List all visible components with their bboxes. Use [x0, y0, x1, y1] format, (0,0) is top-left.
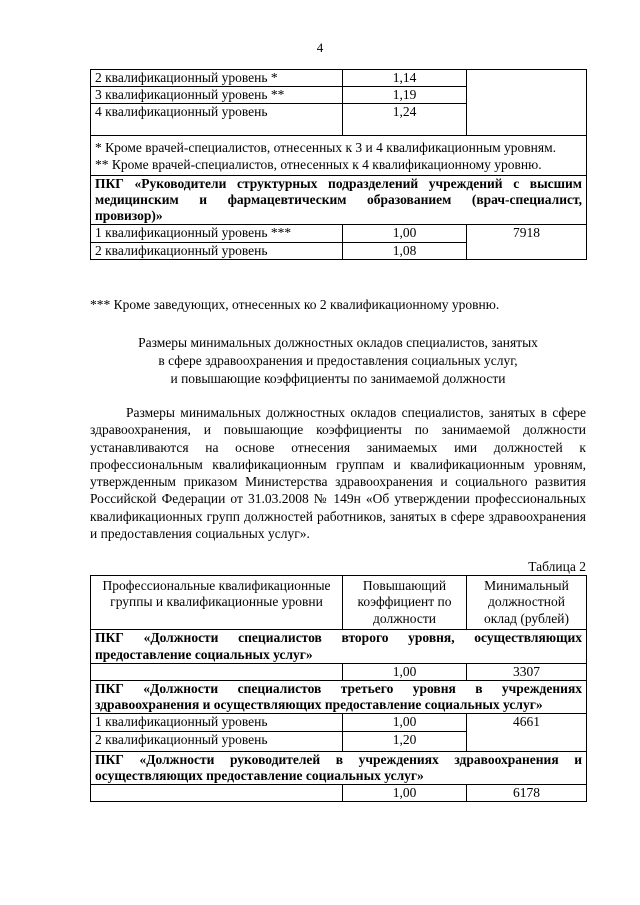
page-number: 4 [316, 40, 324, 55]
level-label [91, 663, 343, 680]
level-label: 1 квалификационный уровень *** [91, 225, 343, 242]
coef-cell: 1,19 [343, 87, 467, 104]
heading-line: в сфере здравоохранения и предоставления социальных услуг, [158, 352, 518, 368]
level-label: 2 квалификационный уровень [91, 731, 343, 751]
heading-line: Размеры минимальных должностных окладов специалистов, занятых [138, 335, 538, 350]
coef-cell: 1,14 [343, 70, 467, 87]
table-2-label: Таблица 2 [528, 559, 586, 574]
level-label: 3 квалификационный уровень ** [91, 87, 343, 104]
table-2 [90, 575, 587, 802]
level-label: 4 квалификационный уровень [91, 104, 343, 136]
footnote-triple: *** Кроме заведующих, отнесенных ко 2 квалификационному уровню. [90, 297, 500, 312]
group-title: ПКГ «Должности специалистов второго уровня, осуществляющих предоставление социальных услуг» [91, 630, 587, 663]
salary-cell: 4661 [467, 714, 587, 751]
table-row [91, 784, 587, 801]
header-row [91, 576, 587, 630]
salary-cell: 7918 [467, 225, 587, 259]
table-row [91, 225, 587, 242]
group-title: ПКГ «Должности руководителей в учреждениях здравоохранения и осуществляющих предоставление социальных услуг» [91, 751, 587, 784]
coef-cell: 1,00 [343, 784, 467, 801]
table-row [91, 714, 587, 731]
header-coef: Повышающий коэффициент по должности [343, 576, 467, 630]
footnote-double: ** Кроме врачей-специалистов, отнесенных к 4 квалификационному уровню. [95, 156, 542, 172]
group-title: ПКГ «Должности специалистов третьего уровня в учреждениях здравоохранения и осуществляющих предоставление социальных услуг» [91, 680, 587, 713]
table-1-continuation [90, 69, 587, 260]
level-label [91, 784, 343, 801]
body-paragraph: Размеры минимальных должностных окладов специалистов, занятых в сфере здравоохранения, и повышающие коэффициенты по занимаемой должности устанавливаются на основе отнесения занимаемых ими должностей к профессиональным квалификационным группам и квалификационным уровням, утвержденным приказом Министерства здравоохранения и социального развития Российской Федерации от 31.03.2008 № 149н «Об утверждении профессиональных квалификационных групп должностей работников, занятых в сфере здравоохранения и предоставления социальных услуг». [90, 405, 586, 541]
group-title-row [91, 630, 587, 663]
section-heading [90, 334, 586, 387]
coef-cell: 1,08 [343, 242, 467, 259]
footnote-single: * Кроме врачей-специалистов, отнесенных к 3 и 4 квалификационным уровням. [95, 140, 557, 156]
group-title: ПКГ «Руководители структурных подразделений учреждений с высшим медицинским и фармацевтическим образованием (врач-специалист, провизор)» [91, 175, 587, 225]
coef-cell: 1,24 [343, 104, 467, 136]
header-groups: Профессиональные квалификационные группы и квалификационные уровни [91, 576, 343, 630]
group-title-row [91, 751, 587, 784]
group-title-row [91, 175, 587, 225]
level-label: 2 квалификационный уровень [91, 242, 343, 259]
coef-cell: 1,00 [343, 663, 467, 680]
table-row [91, 70, 587, 87]
table-row [91, 663, 587, 680]
salary-cell-empty [467, 70, 587, 136]
coef-cell: 1,00 [343, 225, 467, 242]
footnote-row [91, 136, 587, 175]
salary-cell: 6178 [467, 784, 587, 801]
heading-line: и повышающие коэффициенты по занимаемой должности [170, 370, 506, 386]
level-label: 2 квалификационный уровень * [91, 70, 343, 87]
level-label: 1 квалификационный уровень [91, 714, 343, 731]
salary-cell: 3307 [467, 663, 587, 680]
group-title-row [91, 680, 587, 713]
header-salary: Минимальный должностной оклад (рублей) [467, 576, 587, 630]
coef-cell: 1,20 [343, 731, 467, 751]
coef-cell: 1,00 [343, 714, 467, 731]
